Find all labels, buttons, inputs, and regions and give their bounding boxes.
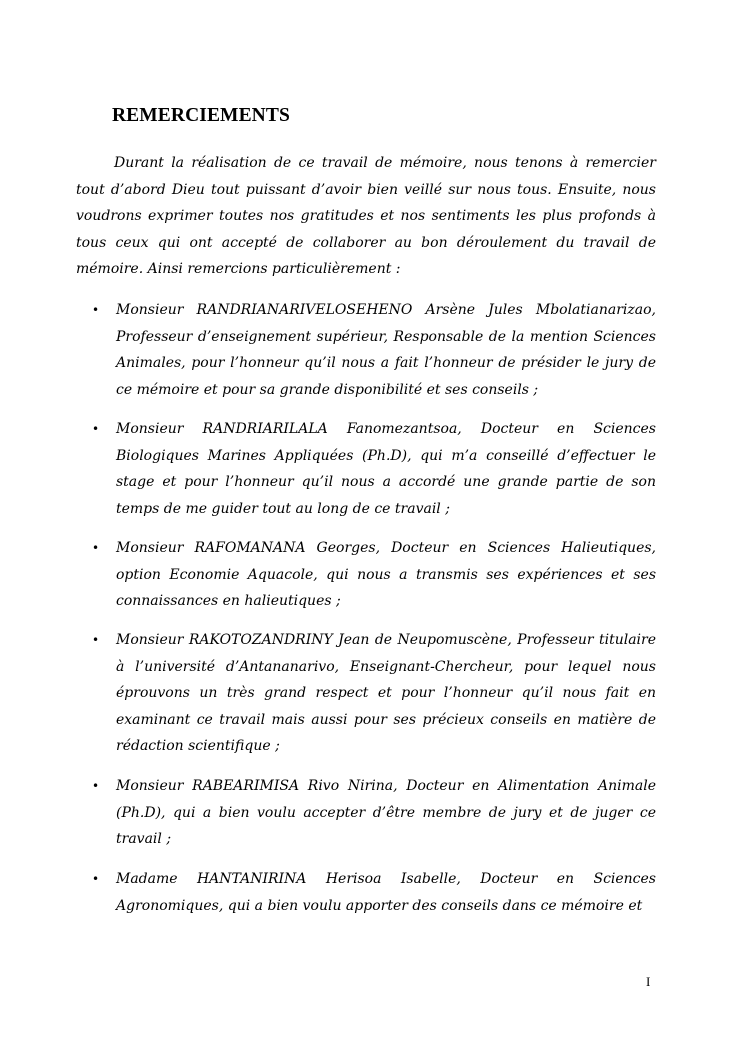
list-item [92, 773, 656, 853]
bullet-icon: • [92, 779, 100, 793]
list-item-text: Madame HANTANIRINA Herisoa Isabelle, Docteur en Sciences Agronomiques, qui a bien voulu apporter des conseils dans ce mémoire et [116, 871, 656, 914]
list-item-text: Monsieur RABEARIMISA Rivo Nirina, Docteur en Alimentation Animale (Ph.D), qui a bien voulu accepter d’être membre de jury et de juger ce travail ; [116, 778, 656, 848]
list-item [92, 535, 656, 615]
list-item [92, 866, 656, 919]
bullet-icon: • [92, 303, 100, 317]
bullet-icon: • [92, 541, 100, 555]
page-title: REMERCIEMENTS [112, 105, 290, 126]
list-item [92, 627, 656, 760]
list-item-text: Monsieur RANDRIANARIVELOSEHENO Arsène Jules Mbolatianarizao, Professeur d’enseignement supérieur, Responsable de la mention Sciences Animales, pour l’honneur qu’il nous a fait l’honneur de présider le jury de ce mémoire et pour sa grande disponibilité et ses conseils ; [116, 302, 656, 398]
bullet-icon: • [92, 422, 100, 436]
list-item-text: Monsieur RAFOMANANA Georges, Docteur en Sciences Halieutiques, option Economie Aquacole, qui nous a transmis ses expériences et ses connaissances en halieutiques ; [116, 540, 656, 610]
page-number: I [646, 974, 651, 989]
bullet-icon: • [92, 633, 100, 647]
list-item [92, 416, 656, 522]
bullet-icon: • [92, 872, 100, 886]
intro-paragraph: Durant la réalisation de ce travail de mémoire, nous tenons à remercier tout d’abord Dieu tout puissant d’avoir bien veillé sur nous tous. Ensuite, nous voudrons exprimer toutes nos gratitudes et nos sentiments les plus profonds à tous ceux qui ont accepté de collaborer au bon déroulement du travail de mémoire. Ainsi remercions particulièrement : [76, 155, 656, 278]
list-item-text: Monsieur RANDRIARILALA Fanomezantsoa, Docteur en Sciences Biologiques Marines Appliquées (Ph.D), qui m’a conseillé d’effectuer le stage et pour l’honneur qu’il nous a accordé une grande partie de son temps de me guider tout au long de ce travail ; [116, 421, 656, 517]
list-item [92, 297, 656, 403]
list-item-text: Monsieur RAKOTOZANDRINY Jean de Neupomuscène, Professeur titulaire à l’université d’Antananarivo, Enseignant-Chercheur, pour lequel nous éprouvons un très grand respect et pour l’honneur qu’il nous fait en examinant ce travail mais aussi pour ses précieux conseils en matière de rédaction scientifique ; [116, 632, 656, 755]
